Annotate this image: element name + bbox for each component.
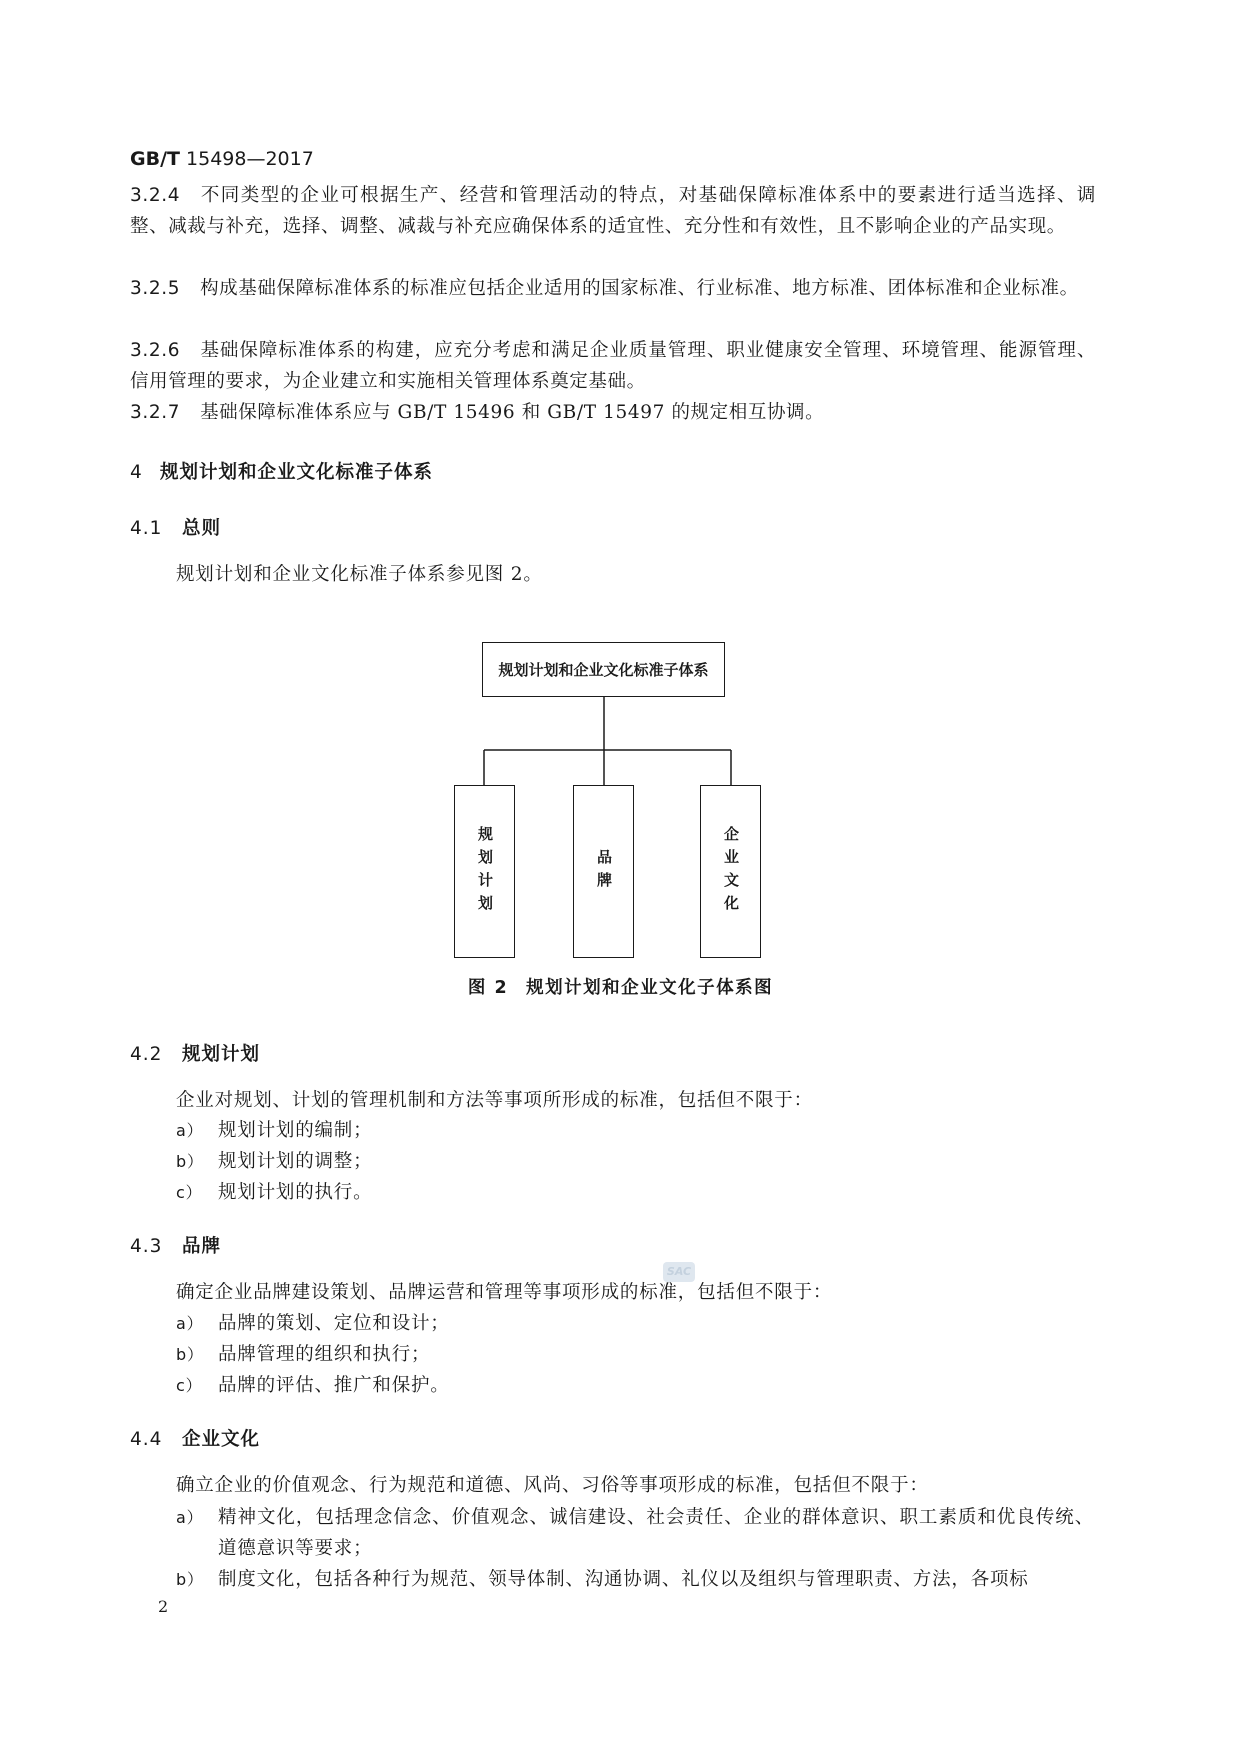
clause-number: 3.2.6 xyxy=(130,340,181,361)
list-text: 精神文化，包括理念信念、价值观念、诚信建设、社会责任、企业的群体意识、职工素质和优良传统、道德意识等要求； xyxy=(218,1507,1094,1559)
list-marker: c） xyxy=(176,1183,203,1202)
section-4-4-heading xyxy=(130,1425,260,1451)
clause-text: 不同类型的企业可根据生产、经营和管理活动的特点，对基础保障标准体系中的要素进行适当选择、调整、减裁与补充，选择、调整、减裁与补充应确保体系的适宜性、充分性和有效性，且不影响企业的产品实现。 xyxy=(130,185,1096,237)
node-label: 品牌 xyxy=(595,848,613,895)
clause-3-2-6 xyxy=(130,335,1096,397)
clause-3-2-7 xyxy=(130,397,1096,428)
figure-number: 图 2 xyxy=(467,978,509,998)
list-text: 品牌的评估、推广和保护。 xyxy=(218,1375,450,1396)
section-4-4-text: 确立企业的价值观念、行为规范和道德、风尚、习俗等事项形成的标准，包括但不限于： xyxy=(176,1475,929,1496)
diagram-node-planning xyxy=(454,785,515,958)
section-4-3-text: 确定企业品牌建设策划、品牌运营和管理等事项形成的标准，包括但不限于： xyxy=(176,1282,833,1303)
section-4-1-heading xyxy=(130,514,221,540)
list-text: 规划计划的编制； xyxy=(218,1120,373,1141)
clause-number: 3.2.5 xyxy=(130,278,181,299)
sac-watermark: SAC xyxy=(663,1262,695,1282)
list-item xyxy=(176,1177,1096,1208)
diagram-node-brand xyxy=(573,785,634,958)
section-title: 规划计划和企业文化标准子体系 xyxy=(160,462,434,483)
standard-prefix: GB/T xyxy=(130,148,180,170)
standard-header xyxy=(130,148,314,170)
list-item xyxy=(176,1308,1096,1339)
section-number: 4 xyxy=(130,462,143,483)
section-title: 总则 xyxy=(182,518,222,539)
list-marker: a） xyxy=(176,1508,204,1527)
clause-3-2-4 xyxy=(130,180,1096,242)
list-text: 品牌的策划、定位和设计； xyxy=(218,1313,450,1334)
section-number: 4.2 xyxy=(130,1044,163,1065)
list-item xyxy=(176,1115,1096,1146)
list-item xyxy=(176,1564,1096,1595)
section-4-2-heading xyxy=(130,1040,260,1066)
list-marker: a） xyxy=(176,1314,204,1333)
list-marker: c） xyxy=(176,1376,203,1395)
diagram-node-culture xyxy=(700,785,761,958)
section-number: 4.1 xyxy=(130,518,163,539)
list-marker: b） xyxy=(176,1345,204,1364)
section-4-3-heading xyxy=(130,1232,221,1258)
clause-number: 3.2.7 xyxy=(130,402,181,423)
node-label: 企业文化 xyxy=(722,825,740,918)
clause-text: 基础保障标准体系的构建，应充分考虑和满足企业质量管理、职业健康安全管理、环境管理、能源管理、信用管理的要求，为企业建立和实施相关管理体系奠定基础。 xyxy=(130,340,1096,392)
list-marker: b） xyxy=(176,1152,204,1171)
list-item xyxy=(176,1339,1096,1370)
list-item xyxy=(176,1502,1096,1564)
section-4-heading xyxy=(130,458,433,484)
diagram-root-node xyxy=(482,642,725,697)
list-item xyxy=(176,1370,1096,1401)
standard-number: 15498—2017 xyxy=(186,148,314,170)
list-marker: a） xyxy=(176,1121,204,1140)
list-text: 规划计划的调整； xyxy=(218,1151,373,1172)
list-item xyxy=(176,1146,1096,1177)
clause-text: 基础保障标准体系应与 GB/T 15496 和 GB/T 15497 的规定相互协调。 xyxy=(200,402,825,423)
root-node-label: 规划计划和企业文化标准子体系 xyxy=(498,661,709,679)
section-number: 4.4 xyxy=(130,1429,163,1450)
section-number: 4.3 xyxy=(130,1236,163,1257)
node-label: 规划计划 xyxy=(476,825,494,918)
page-number: 2 xyxy=(158,1597,169,1616)
clause-text: 构成基础保障标准体系的标准应包括企业适用的国家标准、行业标准、地方标准、团体标准和企业标准。 xyxy=(200,278,1079,299)
list-text: 品牌管理的组织和执行； xyxy=(218,1344,431,1365)
clause-3-2-5 xyxy=(130,273,1096,304)
list-text: 制度文化，包括各种行为规范、领导体制、沟通协调、礼仪以及组织与管理职责、方法，各项标 xyxy=(218,1569,1029,1590)
list-marker: b） xyxy=(176,1570,204,1589)
section-title: 品牌 xyxy=(182,1236,222,1257)
section-4-1-text: 规划计划和企业文化标准子体系参见图 2。 xyxy=(176,564,543,585)
section-title: 企业文化 xyxy=(182,1429,261,1450)
figure-title: 规划计划和企业文化子体系图 xyxy=(526,978,774,998)
figure-caption xyxy=(0,974,1241,999)
clause-number: 3.2.4 xyxy=(130,185,181,206)
section-title: 规划计划 xyxy=(182,1044,261,1065)
list-text: 规划计划的执行。 xyxy=(218,1182,373,1203)
section-4-2-text: 企业对规划、计划的管理机制和方法等事项所形成的标准，包括但不限于： xyxy=(176,1090,813,1111)
